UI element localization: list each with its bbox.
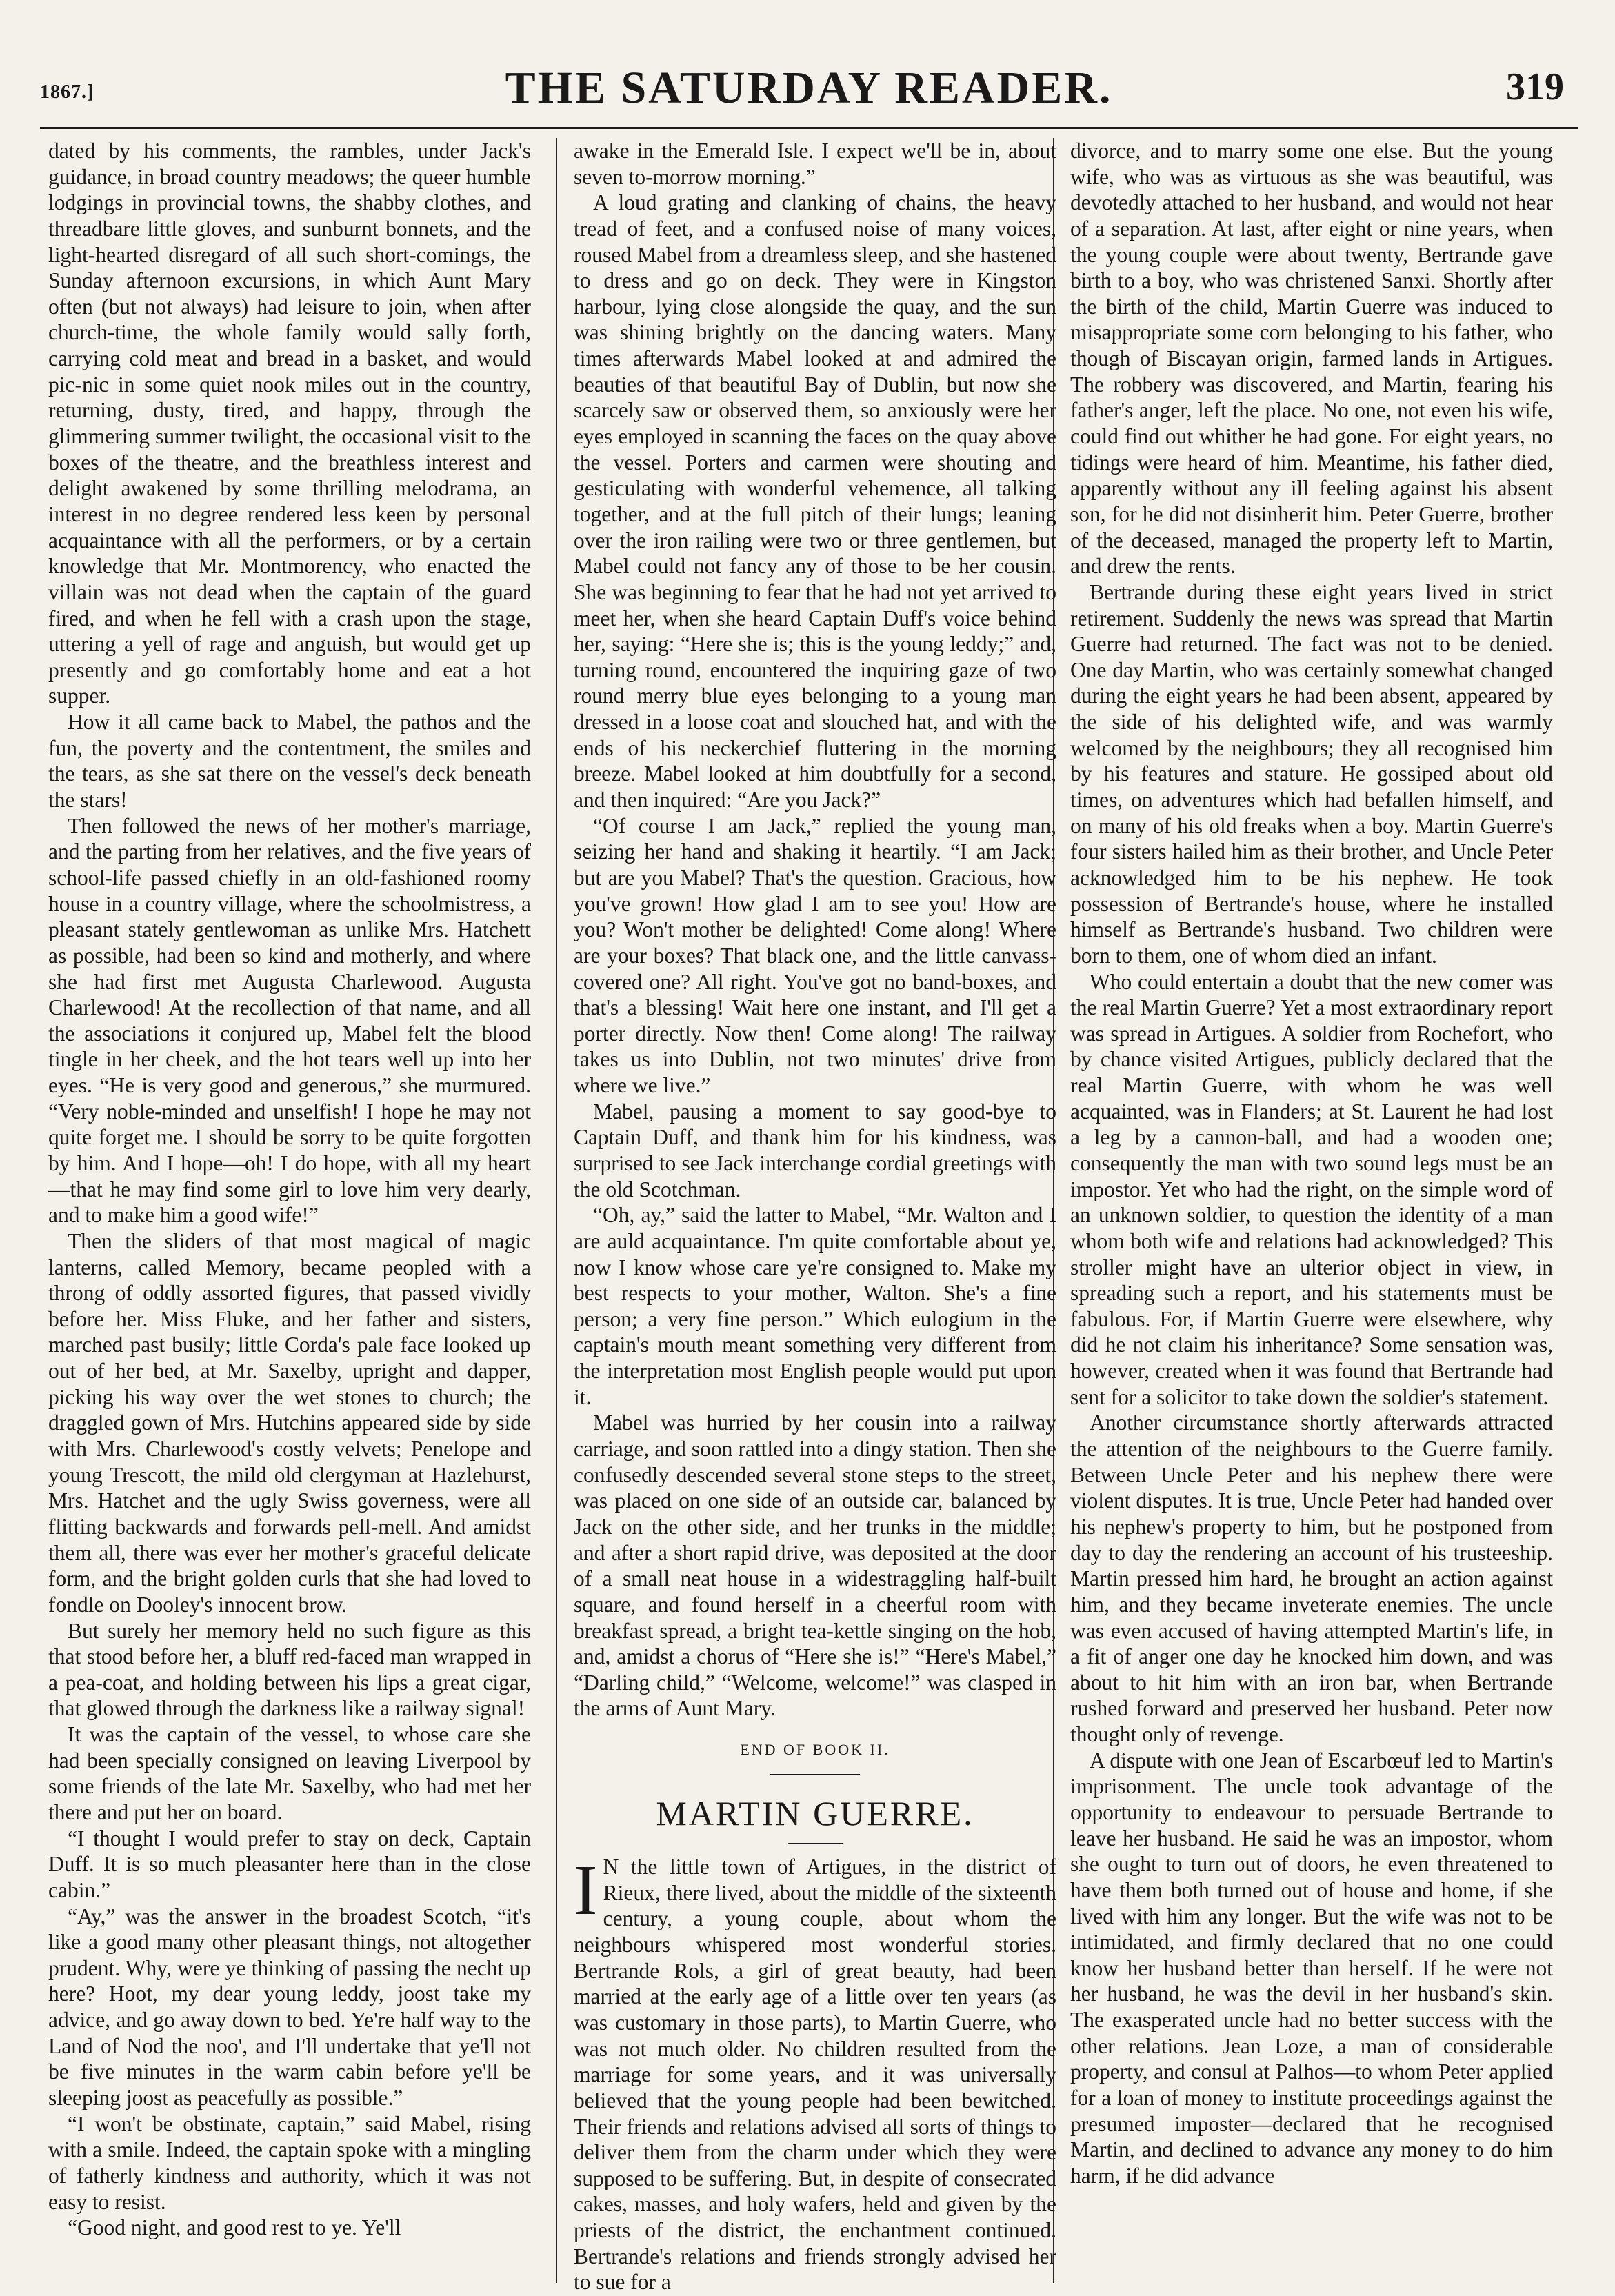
column-left xyxy=(48,138,531,2276)
story-title: MARTIN GUERRE. xyxy=(656,1794,974,1833)
paragraph: How it all came back to Mabel, the pathos and the fun, the poverty and the contentment, the smiles and the tears, as she sat there on the vessel's deck beneath the stars! xyxy=(48,710,531,812)
story-opening-text: N the little town of Artigues, in the district of Rieux, there lived, about the middle of the sixteenth century, a young couple, about whom the neighbours whispered most wonderful stories. Bertrande Rols, a girl of great beauty, had been married at the early age of a little over ten years (as was customary in those parts), to Martin Guerre, who was not much older. No children resulted from the marriage for some years, and it was universally believed that the young people had been bewitched. Their friends and relations advised all sorts of things to deliver them from the charm under which they were supposed to be suffering. But, in despite of consecrated cakes, masses, and holy wafers, held and given by the priests of the district, the enchantment continued. Bertrande's relations and friends strongly advised her to sue for a xyxy=(574,1855,1056,2295)
paragraph: “Good night, and good rest to ye. Ye'll xyxy=(68,2215,401,2240)
paragraph: Mabel was hurried by her cousin into a railway carriage, and soon rattled into a dingy station. Then she confusedly descended several stone steps to the street, was placed on one side of an outside car, balanced by Jack on the other side, and her trunks in the middle; and after a short rapid drive, was deposited at the door of a small neat house in a widestraggling half-built square, and found herself in a cheerful room with breakfast spread, a bright tea-kettle singing on the hob, and, amidst a chorus of “Here she is!” “Here's Mabel,” “Darling child,” “Welcome, welcome!” was clasped in the arms of Aunt Mary. xyxy=(574,1410,1056,1721)
column-divider xyxy=(556,138,557,2283)
paragraph: Mabel, pausing a moment to say good-bye to Captain Duff, and thank him for his kindness, was surprised to see Jack interchange cordial greetings with the old Scotchman. xyxy=(574,1099,1056,1201)
issue-year: 1867.] xyxy=(40,81,94,103)
story-opening-paragraph xyxy=(574,1850,1056,2295)
column-right xyxy=(1070,138,1553,2276)
paragraph: “I thought I would prefer to stay on deck, Captain Duff. It is so much pleasanter here than in the close cabin.” xyxy=(48,1826,531,1902)
section-rule xyxy=(770,1774,860,1775)
drop-cap: I xyxy=(574,1850,598,1930)
page-number: 319 xyxy=(1506,66,1564,108)
header-rule xyxy=(40,127,1578,129)
paragraph: It was the captain of the vessel, to whose care she had been specially consigned on leaving Liverpool by some friends of the late Mr. Saxelby, who had met her there and put her on board. xyxy=(48,1722,531,1824)
paragraph: But surely her memory held no such figure as this that stood before her, a bluff red-faced man wrapped in a pea-coat, and holding between his lips a great cigar, that glowed through the darkness like a railway signal! xyxy=(48,1618,531,1721)
paragraph: Bertrande during these eight years lived in strict retirement. Suddenly the news was spread that Martin Guerre had returned. The fact was not to be denied. One day Martin, who was certainly somewhat changed during the eight years he had been absent, appeared by the side of his delighted wife, and was warmly welcomed by the neighbours; they all recognised him by his features and stature. He gossiped about old times, on adventures which had befallen himself, and on many of his old freaks when a boy. Martin Guerre's four sisters hailed him as their brother, and Uncle Peter acknowledged him to be his nephew. He took possession of Bertrande's house, where he installed himself as Bertrande's husband. Two children were born to them, one of whom died an infant. xyxy=(1070,579,1553,968)
paragraph: A loud grating and clanking of chains, the heavy tread of feet, and a confused noise of many voices, roused Mabel from a dreamless sleep, and she hastened to dress and go on deck. They were in Kingston harbour, lying close alongside the quay, and the sun was shining brightly on the dancing waters. Many times afterwards Mabel looked at and admired the beauties of that beautiful Bay of Dublin, but now she scarcely saw or observed them, so anxiously were her eyes employed in scanning the faces on the quay above the vessel. Porters and carmen were shouting and gesticulating with wonderful vehemence, all talking together, and at the full pitch of their lungs; leaning over the iron railing were two or three gentlemen, but Mabel could not fancy any of those to be her cousin. She was beginning to fear that he had not yet arrived to meet her, when she heard Captain Duff's voice behind her, saying: “Here she is; this is the young leddy;” and, turning round, encountered the inquiring gaze of two round merry blue eyes belonging to a young man dressed in a loose coat and slouched hat, and with the ends of his neckerchief fluttering in the morning breeze. Mabel looked at him doubtfully for a second, and then inquired: “Are you Jack?” xyxy=(574,190,1056,812)
paragraph: Then followed the news of her mother's marriage, and the parting from her relatives, and the five years of school-life passed chiefly in an old-fashioned roomy house in a country village, where the schoolmistress, a pleasant stately gentlewoman as unlike Mrs. Hatchett as possible, had been so kind and motherly, and where she had first met Augusta Charlewood. Augusta Charlewood! At the recollection of that name, and all the associations it conjured up, Mabel felt the blood tingle in her cheek, and the hot tears well up into her eyes. “He is very good and generous,” she murmured. “Very noble-minded and unselfish! I hope he may not quite forget me. I should be sorry to be quite forgotten by him. And I hope—oh! I do hope, with all my heart—that he may find some girl to love him very dearly, and to make him a good wife!” xyxy=(48,813,531,1228)
paragraph: “Of course I am Jack,” replied the young man, seizing her hand and shaking it heartily. “I am Jack; but are you Mabel? That's the question. Gracious, how you've grown! How glad I am to see you! How are you? Won't mother be delighted! Come along! Where are your boxes? That black one, and the little canvass-covered one? All right. You've got no band-boxes, and that's a blessing! Wait here one instant, and I'll get a porter directly. Now then! Come along! The railway takes us into Dublin, not two minutes' drive from where we live.” xyxy=(574,813,1056,1098)
paragraph: Then the sliders of that most magical of magic lanterns, called Memory, became peopled with a throng of oddly assorted figures, that passed vividly before her. Miss Fluke, and her father and sisters, marched past busily; little Corda's pale face looked up out of her bed, at Mr. Saxelby, upright and dapper, picking his way over the wet stones to church; the draggled gown of Mrs. Hutchins appeared side by side with Mrs. Charlewood's costly velvets; Penelope and young Trescott, the mild old clergyman at Hazlehurst, Mrs. Hatchet and the ugly Swiss governess, were all flitting backwards and forwards pell-mell. And amidst them all, there was ever her mother's graceful delicate form, and the bright golden curls that she had loved to fondle on Dooley's innocent brow. xyxy=(48,1228,531,1617)
paragraph: “Ay,” was the answer in the broadest Scotch, “it's like a good many other pleasant things, not altogether prudent. Why, were ye thinking of passing the necht up here? Hoot, my dear young leddy, joost take my advice, and go away down to bed. Ye're half way to the Land of Nod the noo', and I'll undertake that ye'll not be five minutes in the warm cabin before ye'll be sleeping joost as peacefully as possible.” xyxy=(48,1904,531,2110)
end-of-book-marker: END OF BOOK II. xyxy=(740,1741,890,1759)
masthead xyxy=(40,41,1578,117)
paragraph: Another circumstance shortly afterwards attracted the attention of the neighbours to the Guerre family. Between Uncle Peter and his nephew there were violent disputes. It is true, Uncle Peter had handed over his nephew's property to him, but he postponed from day to day the rendering an account of his trusteeship. Martin pressed him hard, he brought an action against him, and they became inveterate enemies. The uncle was even accused of having attempted Martin's life, in a fit of anger one day he knocked him down, and was about to hit him with an iron bar, when Bertrande rushed forward and preserved her husband. Peter now thought only of revenge. xyxy=(1070,1410,1553,1747)
publication-title: THE SATURDAY READER. xyxy=(505,63,1113,113)
paragraph: A dispute with one Jean of Escarbœuf led to Martin's imprisonment. The uncle took advantage of the opportunity to endeavour to persuade Bertrande to leave her husband. He said he was an impostor, whom she ought to turn out of doors, he even threatened to have them both turned out of house and home, if she lived with him any longer. But the wife was not to be intimidated, and firmly declared that no one could know her husband better than herself. If he were not her husband, he was the devil in her husband's skin. The exasperated uncle had no better success with the other relations. Jean Loze, a man of considerable property, and consul at Palhos—to whom Peter applied for a loan of money to institute proceedings against the presumed imposter—declared that he recognised Martin, and declined to advance any money to do him harm, if he did advance xyxy=(1070,1748,1553,2188)
paragraph: dated by his comments, the rambles, under Jack's guidance, in broad country meadows; the queer humble lodgings in provincial towns, the shabby clothes, and threadbare little gloves, and sunburnt bonnets, and the light-hearted disregard of all such short-comings, the Sunday afternoon excursions, in which Aunt Mary often (but not always) had leisure to join, when after church-time, the whole family would sally forth, carrying cold meat and bread in a basket, and would pic-nic in some quiet nook miles out in the country, returning, dusty, tired, and happy, through the glimmering summer twilight, the occasional visit to the boxes of the theatre, and the breathless interest and delight awakened by some thrilling melodrama, an interest in no degree rendered less keen by personal acquaintance with all the performers, or by a certain knowledge that Mr. Montmorency, who enacted the villain was not dead when the captain of the guard fired, and when he fell with a crash upon the stage, uttering a yell of rage and anguish, but would get up presently and go comfortably home and eat a hot supper. xyxy=(48,139,531,708)
paragraph: Who could entertain a doubt that the new comer was the real Martin Guerre? Yet a most extraordinary report was spread in Artigues. A soldier from Rochefort, who by chance visited Artigues, publicly declared that the real Martin Guerre, with whom he was well acquainted, was in Flanders; at St. Laurent he had lost a leg by a cannon-ball, and had a wooden one; consequently the man with two sound legs must be an impostor. Yet who had the right, on the simple word of an unknown soldier, to question the identity of a man whom both wife and relations had acknowledged? This stroller might have an ulterior object in view, in spreading such a report, and his statements must be fabulous. For, if Martin Guerre were elsewhere, why did he not claim his inheritance? Some sensation was, however, created when it was found that Bertrande had sent for a solicitor to take down the soldier's statement. xyxy=(1070,969,1553,1409)
paragraph: “Oh, ay,” said the latter to Mabel, “Mr. Walton and I are auld acquaintance. I'm quite comfortable about ye, now I know whose care ye're consigned to. Make my best respects to your mother, Walton. She's a fine person; a very fine person.” Which eulogium in the captain's mouth meant something very different from the interpretation most English people would put upon it. xyxy=(574,1203,1056,1409)
column-middle xyxy=(574,138,1056,2295)
title-rule xyxy=(788,1843,843,1844)
paragraph: divorce, and to marry some one else. But the young wife, who was as virtuous as she was beautiful, was devotedly attached to her husband, and would not hear of a separation. At last, after eight or nine years, when the young couple were about twenty, Bertrande gave birth to a boy, who was christened Sanxi. Shortly after the birth of the child, Martin Guerre was induced to misappropriate some corn belonging to his father, who though of Biscayan origin, farmed lands in Artigues. The robbery was discovered, and Martin, fearing his father's anger, left the place. No one, not even his wife, could find out whither he had gone. For eight years, no tidings were heard of him. Meantime, his father died, apparently without any ill feeling against his absent son, for he did not disinherit him. Peter Guerre, brother of the deceased, managed the property left to Martin, and drew the rents. xyxy=(1070,139,1553,579)
paragraph: awake in the Emerald Isle. I expect we'll be in, about seven to-morrow morning.” xyxy=(574,139,1056,189)
paragraph: “I won't be obstinate, captain,” said Mabel, rising with a smile. Indeed, the captain spoke with a mingling of fatherly kindness and authority, which it was not easy to resist. xyxy=(48,2111,531,2214)
